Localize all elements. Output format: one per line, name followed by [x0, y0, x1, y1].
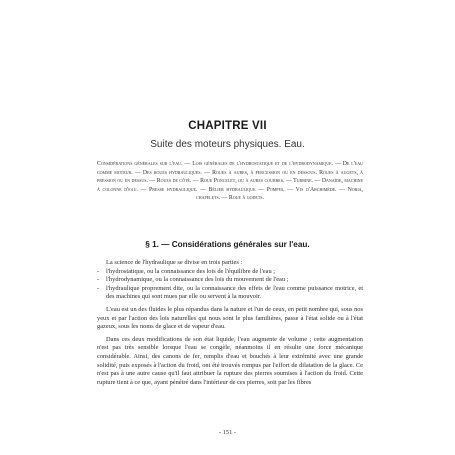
bullet-mark: -: [97, 267, 100, 275]
paragraph: L'eau est un des fluides le plus répandus dans la nature et l'un de ceux, en petit nombre qui, sous nos yeux et par l'action des lois naturelles qui nous sont le plus familières, passe à l'état solide ou à l'état gazeux, sous les noms de glace et de vapeur d'eau.: [97, 305, 363, 331]
list-item-text: l'hydrostatique, ou la connaissance des lois de l'équilibre de l'eau ;: [106, 267, 276, 275]
body-text: [97, 259, 363, 387]
page-number: - 151 -: [218, 429, 237, 436]
chapter-subtitle: Suite des moteurs physiques. Eau.: [150, 139, 305, 150]
chapter-summary: Considérations générales sur l'eau. — Lois générales de l'hydrostatique et de l'hydrodynamique. — De l'eau comme moteur. — Des roues hydrauliques. — Roues à aubes, à percussion ou en dessous. Roues à augets, à pression ou en dessus. — Roues de côté. — Roue Poncelet, ou à aubes courbes. — Turbine. — Danaïde, machine à colonne d'eau. — Presse hydraulique. — Bélier hydraulique — Pompes. — Vis d'Archimède. — Noria, chapelets. — Roue à godets.: [97, 161, 363, 201]
list-item: [97, 268, 363, 277]
bullet-mark: -: [97, 284, 100, 292]
list-item-text: l'hydrodynamique, ou la connaissance des lois du mouvement de l'eau ;: [106, 276, 289, 284]
bullet-mark: -: [97, 276, 100, 284]
section-heading: § 1. — Considérations générales sur l'eau.: [145, 240, 310, 249]
division-list: [97, 268, 363, 302]
list-item-text: l'hydraulique proprement dite, ou la connaissance des effets de l'eau comme puissance motrice, et des machines qui sont mues par elle ou servent à la mouvoir.: [106, 284, 363, 301]
list-item: [97, 285, 363, 302]
chapter-title: CHAPITRE VII: [188, 120, 267, 132]
intro-paragraph: La science de l'hydraulique se divise en trois parties :: [106, 259, 243, 266]
paragraph: Dans ces deux modifications de son état liquide, l'eau augmente de volume ; cette augmentation n'est pas très sensible lorsque l'eau se congèle, néanmoins il en résulte une force mécanique considérable. Ainsi, des canons de fer, remplis d'eau et bouchés à leur extrémité avec une grande solidité, puis exposés à l'action du froid, ont été trouvés rompus par l'effort de dilatation de la glace. Ce n'est pas à une autre cause qu'il faut attribuer la rupture des pierres soumises à l'action du froid. Cette rupture tient à ce que, ayant pénétré dans l'intérieur de ces pierres, soit par les fibres: [97, 335, 363, 386]
list-item: [97, 276, 363, 285]
